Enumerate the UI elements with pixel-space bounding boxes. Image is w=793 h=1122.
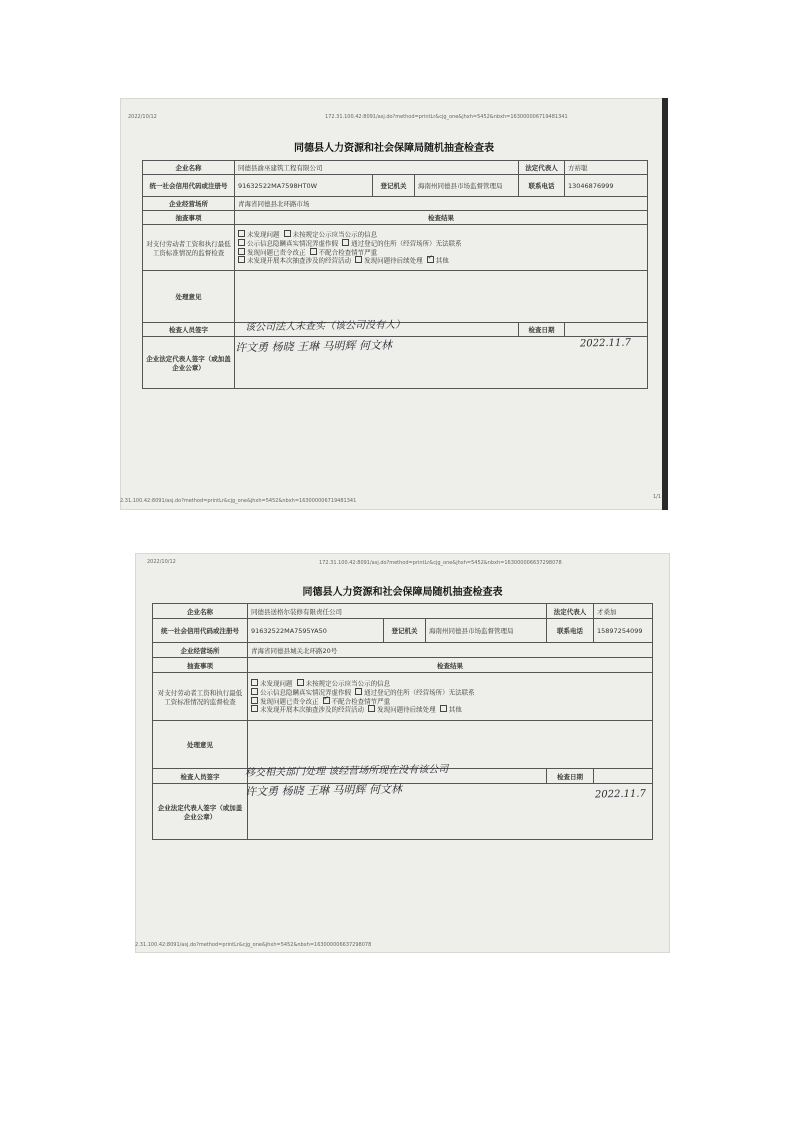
form-title: 同德县人力资源和社会保障局随机抽查检查表 bbox=[302, 587, 503, 598]
option-label: 公示信息隐瞒真实情况弄虚作假 bbox=[247, 239, 338, 248]
address-label: 企业经营场所 bbox=[153, 643, 248, 658]
address-value: 青海省同德县北环路市场 bbox=[235, 197, 648, 211]
checked-checkbox-icon bbox=[323, 697, 330, 704]
checkbox-icon bbox=[297, 679, 304, 686]
check-date-cell bbox=[565, 323, 648, 337]
handwritten-date: 2022.11.7 bbox=[594, 788, 646, 801]
legal-rep-label: 法定代表人 bbox=[519, 161, 565, 175]
credit-code-value: 91632522MA7595YA50 bbox=[248, 619, 384, 643]
inspectors-label: 检查人员签字 bbox=[153, 769, 248, 784]
option-label: 未发现问题 bbox=[247, 230, 280, 239]
handling-label: 处理意见 bbox=[143, 271, 235, 323]
option-label: 未发现开展本次抽查涉及的经营活动 bbox=[260, 705, 364, 714]
print-date: 2022/10/12 bbox=[147, 559, 176, 565]
checkbox-icon bbox=[251, 679, 258, 686]
footer-url: 2.31.100.42:8091/asj.do?method=printLr&cjg_one&jhxh=5452&nbxh=163000006719481341 bbox=[120, 498, 357, 504]
checkbox-icon bbox=[238, 230, 245, 237]
checkbox-icon bbox=[440, 705, 447, 712]
checkbox-icon bbox=[310, 248, 317, 255]
phone-value: 15897254099 bbox=[594, 619, 653, 643]
phone-value: 13046876999 bbox=[565, 175, 648, 197]
legal-sign-label: 企业法定代表人签字（或加盖企业公章） bbox=[153, 784, 248, 840]
handling-cell bbox=[248, 721, 653, 769]
handling-label: 处理意见 bbox=[153, 721, 248, 769]
credit-code-label: 统一社会信用代码或注册号 bbox=[153, 619, 248, 643]
reg-authority-label: 登记机关 bbox=[373, 175, 415, 197]
option-label: 发现问题已责令改正 bbox=[260, 697, 319, 705]
option-label: 未按规定公示应当公示的信息 bbox=[305, 679, 391, 688]
option-label: 未按规定公示应当公示的信息 bbox=[292, 230, 378, 239]
option-label: 发现问题已责令改正 bbox=[247, 248, 306, 256]
option-label: 不配合检查情节严重 bbox=[318, 248, 378, 256]
option-label: 其他 bbox=[448, 705, 462, 714]
option-label: 公示信息隐瞒真实情况弄虚作假 bbox=[260, 688, 351, 697]
check-options bbox=[235, 225, 648, 271]
inspectors-label: 检查人员签字 bbox=[143, 323, 235, 337]
option-label: 不配合检查情节严重 bbox=[331, 697, 391, 705]
header-url: 172.31.100.42:8091/asj.do?method=printLr&cjg_one&jhxh=5452&nbxh=163000006719481341 bbox=[325, 114, 568, 120]
legal-rep-value: 才桑加 bbox=[594, 604, 653, 619]
inspection-sheet-1 bbox=[120, 98, 668, 510]
checked-checkbox-icon bbox=[427, 256, 434, 263]
check-item-text: 对支付劳动者工资和执行最低工资标准情况的监督检查 bbox=[143, 225, 235, 271]
legal-sign-label: 企业法定代表人签字（或加盖企业公章） bbox=[143, 337, 235, 389]
handwritten-opinion: 该公司法人未查实（该公司没有人） bbox=[244, 319, 406, 334]
form-title: 同德县人力资源和社会保障局随机抽查检查表 bbox=[294, 143, 494, 154]
option-label: 其他 bbox=[435, 256, 449, 265]
checkbox-icon bbox=[342, 239, 349, 246]
checkbox-icon bbox=[355, 256, 362, 263]
check-item-label: 抽查事项 bbox=[143, 211, 235, 225]
option-label: 发现问题待后续处理 bbox=[377, 705, 436, 714]
inspection-sheet-2 bbox=[135, 553, 670, 953]
checkbox-icon bbox=[238, 256, 245, 263]
check-item-text: 对支付劳动者工资和执行最低工资标准情况的监督检查 bbox=[153, 673, 248, 721]
page-number: 1/1 bbox=[653, 494, 662, 500]
credit-code-value: 91632522MA7598HT0W bbox=[235, 175, 373, 197]
option-label: 发现问题待后续处理 bbox=[364, 256, 423, 265]
checkbox-icon bbox=[368, 705, 375, 712]
handling-cell bbox=[235, 271, 648, 323]
reg-authority-label: 登记机关 bbox=[384, 619, 426, 643]
inspection-table bbox=[152, 603, 653, 840]
company-name-label: 企业名称 bbox=[153, 604, 248, 619]
checkbox-icon bbox=[251, 688, 258, 695]
header-url: 172.31.100.42:8091/asj.do?method=printLr&cjg_one&jhxh=5452&nbxh=163000006637298078 bbox=[319, 560, 562, 566]
handwritten-inspectors: 许文勇 杨晓 王琳 马明辉 何文林 bbox=[244, 782, 403, 799]
phone-label: 联系电话 bbox=[547, 619, 594, 643]
option-label: 通过登记的住所（经营场所）无法联系 bbox=[351, 239, 462, 248]
reg-authority-value: 海南州同德县市场监督管理局 bbox=[415, 175, 519, 197]
option-label: 未发现开展本次抽查涉及的经营活动 bbox=[247, 256, 351, 265]
checkbox-icon bbox=[355, 688, 362, 695]
legal-rep-label: 法定代表人 bbox=[547, 604, 594, 619]
check-item-label: 抽查事项 bbox=[153, 658, 248, 673]
check-result-label: 检查结果 bbox=[235, 211, 648, 225]
handwritten-opinion: 移交相关部门处理 该经营场所现在没有该公司 bbox=[244, 764, 449, 779]
company-name-value: 同德县送格尔装修有限责任公司 bbox=[248, 604, 547, 619]
company-name-label: 企业名称 bbox=[143, 161, 235, 175]
address-label: 企业经营场所 bbox=[143, 197, 235, 211]
check-date-label: 检查日期 bbox=[519, 323, 565, 337]
option-label: 通过登记的住所（经营场所）无法联系 bbox=[364, 688, 475, 697]
handwritten-inspectors: 许文勇 杨晓 王琳 马明辉 何文林 bbox=[234, 338, 393, 355]
legal-rep-value: 方裕聪 bbox=[565, 161, 648, 175]
footer-url: 2.31.100.42:8091/asj.do?method=printLr&cjg_one&jhxh=5452&nbxh=163000006637298078 bbox=[135, 942, 372, 948]
address-value: 青海省同德县城关北环路20号 bbox=[248, 643, 653, 658]
check-options bbox=[248, 673, 653, 721]
handwritten-date: 2022.11.7 bbox=[579, 337, 631, 350]
checkbox-icon bbox=[251, 697, 258, 704]
checkbox-icon bbox=[251, 705, 258, 712]
company-name-value: 同德县渝巫建筑工程有限公司 bbox=[235, 161, 519, 175]
inspection-table bbox=[142, 160, 648, 389]
print-date: 2022/10/12 bbox=[128, 114, 157, 120]
checkbox-icon bbox=[284, 230, 291, 237]
check-date-cell bbox=[594, 769, 653, 784]
reg-authority-value: 海南州同德县市场监督管理局 bbox=[426, 619, 547, 643]
checkbox-icon bbox=[238, 248, 245, 255]
phone-label: 联系电话 bbox=[519, 175, 565, 197]
option-label: 未发现问题 bbox=[260, 679, 293, 688]
check-result-label: 检查结果 bbox=[248, 658, 653, 673]
photo-edge bbox=[662, 98, 668, 510]
checkbox-icon bbox=[238, 239, 245, 246]
credit-code-label: 统一社会信用代码或注册号 bbox=[143, 175, 235, 197]
check-date-label: 检查日期 bbox=[547, 769, 594, 784]
